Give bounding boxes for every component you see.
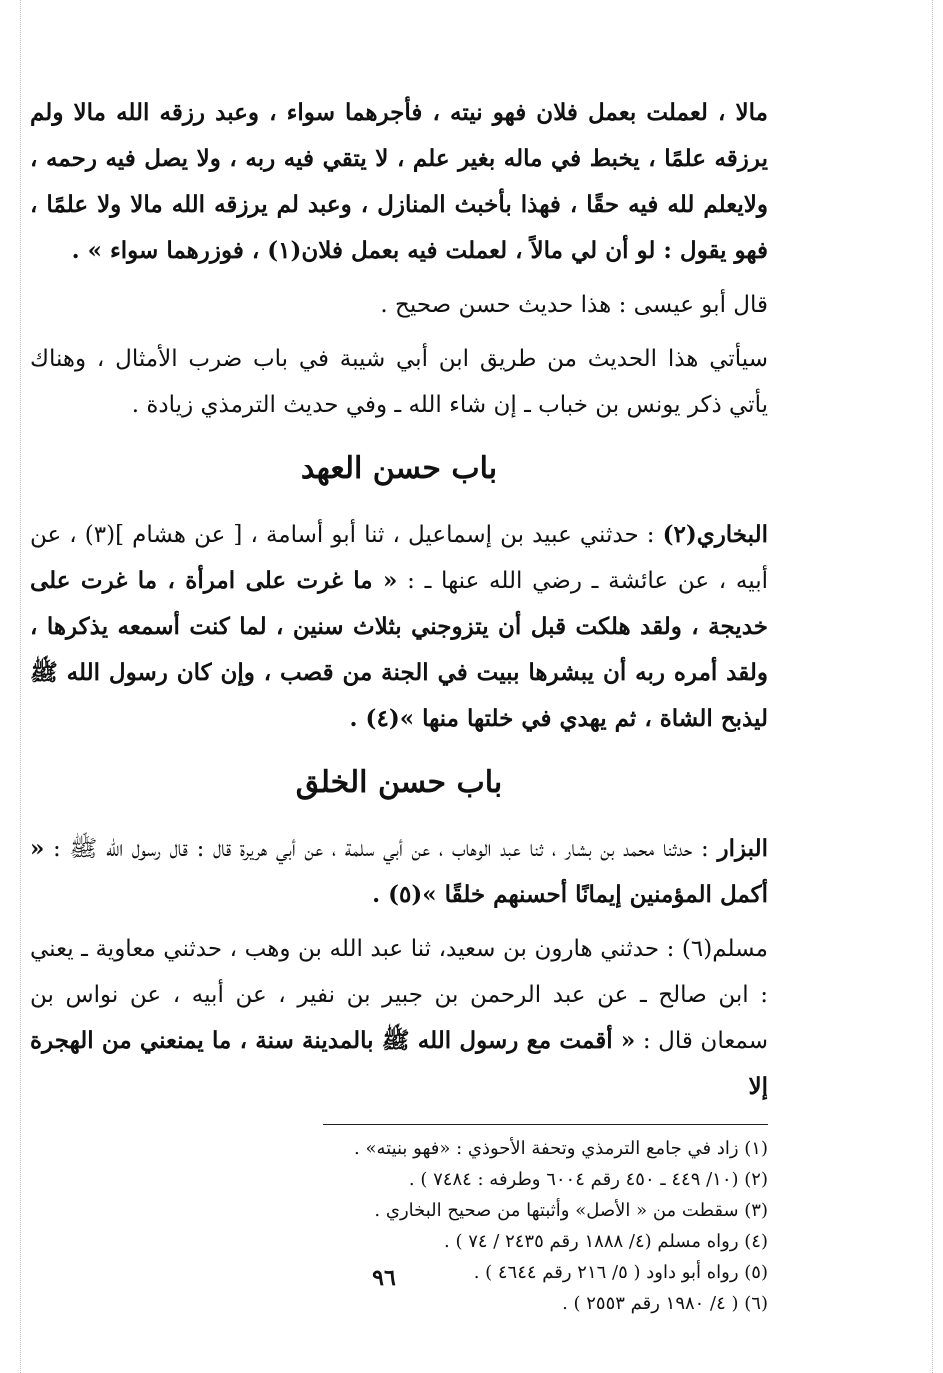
footnote-item: (١) زاد في جامع الترمذي وتحفة الأحوذي : «فهو بنيته» .: [354, 1138, 768, 1159]
margin-rule-right: [932, 0, 933, 1373]
footnote-item: (٤) رواه مسلم (٤/ ١٨٨٨ رقم ٢٤٣٥ / ٧٤ ) .: [444, 1231, 768, 1252]
paragraph-note: سيأتي هذا الحديث من طريق ابن أبي شيبة في باب ضرب الأمثال ، وهناك يأتي ذكر يونس بن خباب ـ إن شاء الله ـ وفي حديث الترمذي زيادة .: [30, 346, 768, 418]
hadith-text: « أكمل المؤمنين إيمانًا أحسنهم خلقًا »(٥) .: [30, 835, 768, 908]
footnote-item: (٦) ( ٤/ ١٩٨٠ رقم ٢٥٥٣ ) .: [562, 1293, 768, 1314]
section-heading-good-covenant: باب حسن العهد: [300, 451, 498, 486]
footnote-item: (٢) (١٠/ ٤٤٩ ـ ٤٥٠ رقم ٦٠٠٤ وطرفه : ٧٤٨٤ ) .: [408, 1169, 768, 1190]
footnote-item: (٣) سقطت من « الأصل» وأثبتها من صحيح البخاري .: [374, 1200, 768, 1221]
section-heading-good-character: باب حسن الخلق: [295, 765, 503, 800]
footnote-item: (٥) رواه أبو داود ( ٥/ ٢١٦ رقم ٤٦٤٤ ) .: [473, 1262, 768, 1283]
hadith-text: « ما غرت على امرأة ، ما غرت على خديجة ، ولقد هلكت قبل أن يتزوجني بثلاث سنين ، لما كنت أسمعه يذكرها ، ولقد أمره ربه أن يبشرها ببيت في الجنة من قصب ، وإن كان رسول الله ﷺ ليذبح الشاة ، ثم يهدي في خلتها منها »(٤) .: [30, 567, 768, 732]
narrator-lead: البزار: [717, 835, 768, 862]
paragraph-bukhari: [30, 512, 768, 742]
margin-rule-left: [20, 0, 21, 1373]
narrator-lead: البخاري(٢): [662, 521, 768, 548]
isnad-text: : حدثنا محمد بن بشار ، ثنا عبد الوهاب ، عن أبي سلمة ، عن أبي هريرة قال : قال رسول الله ﷺ :: [44, 836, 718, 862]
paragraph-bazzar: [30, 826, 768, 918]
page-body: [30, 90, 768, 1319]
paragraph-hadith-continuation: مالا ، لعملت بعمل فلان فهو نيته ، فأجرهما سواء ، وعبد رزقه الله مالا ولم يرزقه علمًا ، يخبط في ماله بغير علم ، لا يتقي فيه ربه ، ولا يصل فيه رحمه ، ولايعلم لله فيه حقًا ، فهذا بأخبث المنازل ، وعبد لم يرزقه الله مالا ولا علمًا ، فهو يقول : لو أن لي مالاً ، لعملت فيه بعمل فلان(١) ، فوزرهما سواء » .: [30, 99, 768, 264]
paragraph-abu-isa: قال أبو عيسى : هذا حديث حسن صحيح .: [380, 292, 768, 318]
hadith-text: « أقمت مع رسول الله ﷺ بالمدينة سنة ، ما يمنعني من الهجرة إلا: [30, 1027, 768, 1100]
footnotes: [30, 1133, 768, 1319]
footnote-divider: [323, 1124, 768, 1125]
paragraph-muslim: [30, 926, 768, 1110]
isnad-text: : حدثني هارون بن سعيد، ثنا عبد الله بن وهب ، حدثني معاوية ـ يعني : ابن صالح ـ عن عبد الرحمن بن جبير بن نفير ، عن أبيه ، عن نواس بن سمعان قال :: [30, 936, 768, 1054]
page-number: ٩٦: [372, 1265, 396, 1291]
narrator-lead: مسلم(٦): [681, 936, 768, 962]
isnad-text: : حدثني عبيد بن إسماعيل ، ثنا أبو أسامة ، [ عن هشام ](٣) ، عن أبيه ، عن عائشة ـ رضي الله عنها ـ :: [30, 522, 768, 594]
